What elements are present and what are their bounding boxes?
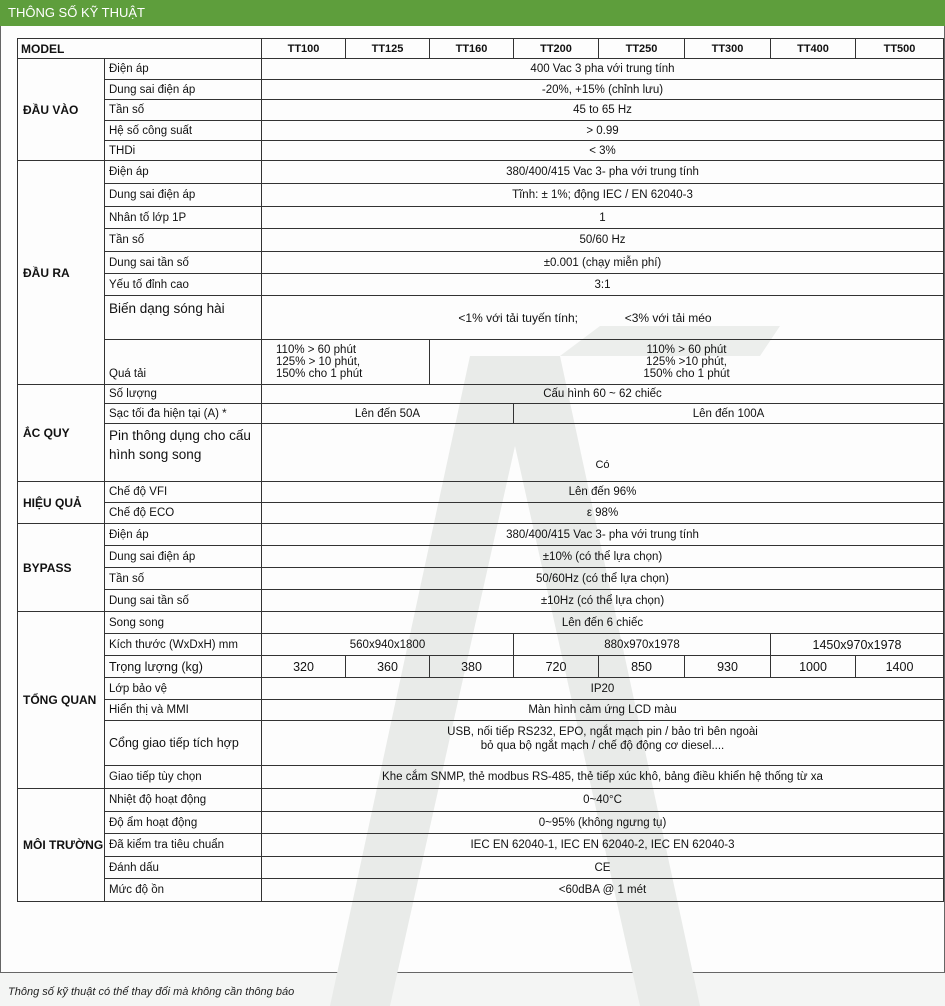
- comm-line: USB, nối tiếp RS232, EPO, ngắt mạch pin / bảo trì bên ngoài: [447, 726, 758, 738]
- table-row: [18, 404, 944, 424]
- row-label: Dung sai tần số: [105, 590, 262, 612]
- row-value: 0~40°C: [262, 789, 944, 812]
- group-output: ĐẦU RA: [18, 161, 105, 385]
- row-value: Tĩnh: ± 1%; động IEC / EN 62040-3: [262, 184, 944, 207]
- row-label: Điện áp: [105, 161, 262, 184]
- model-column-header: TT200: [514, 39, 599, 59]
- row-label: Điện áp: [105, 59, 262, 80]
- row-value: Cấu hình 60 ~ 62 chiếc: [262, 385, 944, 404]
- row-value: -20%, +15% (chỉnh lưu): [262, 80, 944, 100]
- row-value: Lên đến 6 chiếc: [262, 612, 944, 634]
- table-row: [18, 59, 944, 80]
- row-label: Độ ẩm hoạt động: [105, 812, 262, 834]
- overload-line: 125% > 10 phút,: [276, 356, 361, 368]
- row-label: Hệ số công suất: [105, 121, 262, 141]
- group-battery: ẮC QUY: [18, 385, 105, 482]
- row-value: 45 to 65 Hz: [262, 100, 944, 121]
- table-row: [18, 296, 944, 340]
- row-label: Chế độ VFI: [105, 482, 262, 503]
- row-label: Quá tải: [105, 340, 262, 385]
- row-label: Kích thước (WxDxH) mm: [105, 634, 262, 656]
- group-environment: MÔI TRƯỜNG: [18, 789, 105, 902]
- row-value: 380/400/415 Vac 3- pha với trung tính: [262, 161, 944, 184]
- table-row: [18, 721, 944, 766]
- row-value: Lên đến 100A: [514, 404, 944, 424]
- row-value: 380/400/415 Vac 3- pha với trung tính: [262, 524, 944, 546]
- row-value: ±10Hz (có thể lựa chọn): [262, 590, 944, 612]
- overload-line: 110% > 60 phút: [646, 344, 727, 356]
- row-label: Dung sai điện áp: [105, 546, 262, 568]
- group-bypass: BYPASS: [18, 524, 105, 612]
- harmonic-nonlinear-value: <3% với tải méo: [624, 310, 712, 325]
- row-label: Nhân tố lớp 1P: [105, 207, 262, 229]
- table-row: [18, 503, 944, 524]
- row-label: Tần số: [105, 568, 262, 590]
- weight-cell: 930: [685, 656, 771, 678]
- row-value: Màn hình cảm ứng LCD màu: [262, 700, 944, 721]
- table-row: [18, 252, 944, 274]
- section-header: [0, 0, 945, 26]
- row-value: 50/60Hz (có thể lựa chọn): [262, 568, 944, 590]
- row-label: Số lượng: [105, 385, 262, 404]
- table-row: [18, 789, 944, 812]
- model-column-header: TT250: [599, 39, 685, 59]
- row-value: IP20: [262, 678, 944, 700]
- weight-cell: 380: [430, 656, 514, 678]
- overload-line: 110% > 60 phút: [276, 344, 357, 356]
- weight-cell: 360: [346, 656, 430, 678]
- row-label: Đánh dấu: [105, 857, 262, 879]
- row-value: Lên đến 96%: [262, 482, 944, 503]
- row-label: Tần số: [105, 229, 262, 252]
- weight-cell: 1400: [856, 656, 944, 678]
- model-header: MODEL: [18, 39, 262, 59]
- table-row: [18, 207, 944, 229]
- row-value: CE: [262, 857, 944, 879]
- group-efficiency: HIỆU QUẢ: [18, 482, 105, 524]
- overload-value-large: [430, 340, 944, 385]
- row-value: < 3%: [262, 141, 944, 161]
- comm-line: bỏ qua bộ ngắt mạch / chế độ động cơ diesel....: [480, 740, 725, 752]
- row-value: [262, 296, 944, 340]
- row-label: Dung sai điện áp: [105, 80, 262, 100]
- table-row: [18, 590, 944, 612]
- row-value: 1450x970x1978: [771, 634, 944, 656]
- row-value: 1: [262, 207, 944, 229]
- row-label: Đã kiểm tra tiêu chuẩn: [105, 834, 262, 857]
- row-value: 3:1: [262, 274, 944, 296]
- row-label: Mức độ ồn: [105, 879, 262, 902]
- row-label: Pin thông dụng cho cấu hình song song: [105, 424, 262, 482]
- row-value: 400 Vac 3 pha với trung tính: [262, 59, 944, 80]
- table-row: [18, 634, 944, 656]
- table-row: [18, 229, 944, 252]
- row-label: Dung sai điện áp: [105, 184, 262, 207]
- row-label: Hiển thị và MMI: [105, 700, 262, 721]
- table-row: [18, 700, 944, 721]
- row-value: <60dBA @ 1 mét: [262, 879, 944, 902]
- row-value: 560x940x1800: [262, 634, 514, 656]
- row-value: Khe cắm SNMP, thẻ modbus RS-485, thẻ tiếp xúc khô, bảng điều khiển hệ thống từ xa: [262, 766, 944, 789]
- row-value: IEC EN 62040-1, IEC EN 62040-2, IEC EN 62040-3: [262, 834, 944, 857]
- row-value: [262, 721, 944, 766]
- table-row: [18, 482, 944, 503]
- table-row: [18, 80, 944, 100]
- model-column-header: TT100: [262, 39, 346, 59]
- table-row: [18, 340, 944, 385]
- row-label: Sạc tối đa hiện tại (A) *: [105, 404, 262, 424]
- group-input: ĐẦU VÀO: [18, 59, 105, 161]
- weight-cell: 320: [262, 656, 346, 678]
- group-general: TỔNG QUAN: [18, 612, 105, 789]
- row-value: 0~95% (không ngưng tụ): [262, 812, 944, 834]
- row-value: > 0.99: [262, 121, 944, 141]
- table-row: [18, 879, 944, 902]
- row-label: Tần số: [105, 100, 262, 121]
- row-label: Điện áp: [105, 524, 262, 546]
- table-header-row: [18, 39, 944, 59]
- table-row: [18, 524, 944, 546]
- model-column-header: TT300: [685, 39, 771, 59]
- table-row: [18, 141, 944, 161]
- overload-line: 150% cho 1 phút: [643, 368, 730, 380]
- overload-line: 125% >10 phút,: [646, 356, 727, 368]
- row-label: Biến dạng sóng hài: [105, 296, 262, 340]
- row-value: Lên đến 50A: [262, 404, 514, 424]
- table-row: [18, 161, 944, 184]
- table-row: [18, 121, 944, 141]
- row-label: Nhiệt độ hoạt động: [105, 789, 262, 812]
- row-value: ±0.001 (chạy miễn phí): [262, 252, 944, 274]
- table-row: [18, 612, 944, 634]
- footnote: Thông số kỹ thuật có thể thay đổi mà không cần thông báo: [8, 986, 295, 998]
- row-value: ±10% (có thể lựa chọn): [262, 546, 944, 568]
- table-row: [18, 424, 944, 482]
- table-row: [18, 834, 944, 857]
- model-column-header: TT400: [771, 39, 856, 59]
- weight-cell: 850: [599, 656, 685, 678]
- row-label: Giao tiếp tùy chọn: [105, 766, 262, 789]
- spec-table: [17, 38, 944, 902]
- model-column-header: TT125: [346, 39, 430, 59]
- table-row: [18, 857, 944, 879]
- row-value: 880x970x1978: [514, 634, 771, 656]
- row-label: Lớp bảo vệ: [105, 678, 262, 700]
- weight-cell: 720: [514, 656, 599, 678]
- table-row: [18, 100, 944, 121]
- row-label: Yếu tố đỉnh cao: [105, 274, 262, 296]
- row-value: Có: [262, 424, 944, 482]
- table-row: [18, 766, 944, 789]
- model-column-header: TT160: [430, 39, 514, 59]
- row-value: ε 98%: [262, 503, 944, 524]
- row-label: Song song: [105, 612, 262, 634]
- table-row: [18, 274, 944, 296]
- table-row: [18, 184, 944, 207]
- row-label: Cổng giao tiếp tích hợp: [105, 721, 262, 766]
- overload-line: 150% cho 1 phút: [276, 368, 363, 380]
- model-column-header: TT500: [856, 39, 944, 59]
- table-row: [18, 656, 944, 678]
- table-row: [18, 812, 944, 834]
- table-row: [18, 568, 944, 590]
- weight-cell: 1000: [771, 656, 856, 678]
- row-label: Trọng lượng (kg): [105, 656, 262, 678]
- row-label: Dung sai tần số: [105, 252, 262, 274]
- table-row: [18, 678, 944, 700]
- section-title: THÔNG SỐ KỸ THUẬT: [8, 5, 145, 20]
- row-label: THDi: [105, 141, 262, 161]
- row-value: 50/60 Hz: [262, 229, 944, 252]
- row-label: Chế độ ECO: [105, 503, 262, 524]
- harmonic-linear-value: <1% với tải tuyến tính;: [458, 310, 578, 325]
- table-row: [18, 385, 944, 404]
- table-row: [18, 546, 944, 568]
- overload-value-small: [262, 340, 430, 385]
